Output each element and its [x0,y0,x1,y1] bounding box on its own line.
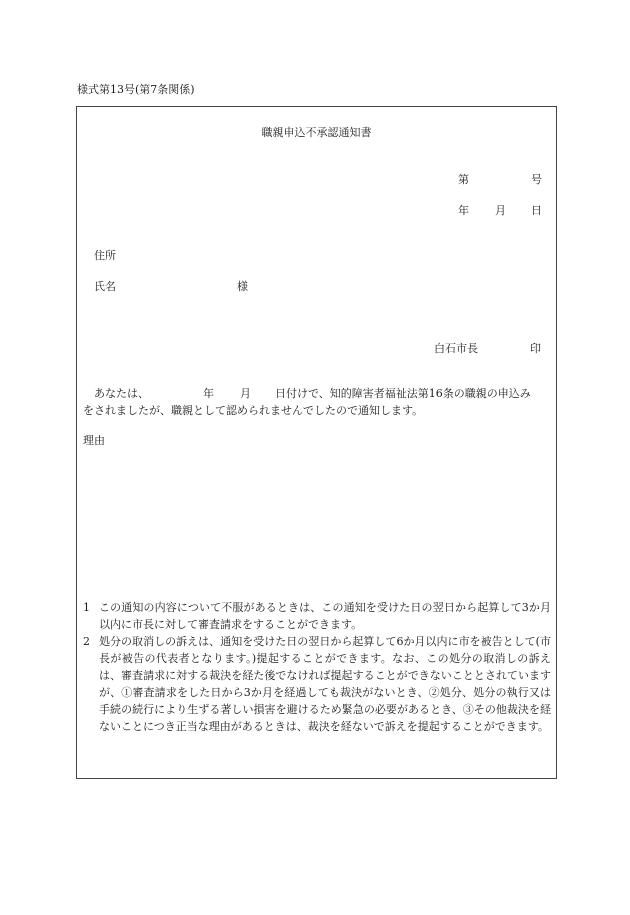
seal-mark: 印 [530,342,541,355]
body-intro: あなたは、 [94,387,149,400]
number-suffix: 号 [531,173,542,186]
document-frame [76,106,557,779]
body-text-line1: 日付けで、知的障害者福祉法第16条の職親の申込み [275,387,531,400]
body-text-line2: をされましたが、職親として認められませんでしたので通知します。 [83,404,424,417]
note-item [83,633,551,735]
body-year-label: 年 [203,387,214,400]
sender-title: 白石市長 [434,342,478,355]
reason-label: 理由 [83,434,105,447]
address-label: 住所 [94,249,116,262]
notes-section [83,599,551,735]
body-month-label: 月 [240,387,251,400]
note-number: 1 [83,601,90,614]
note-item [83,599,551,633]
note-text: 処分の取消しの訴えは、通知を受けた日の翌日から起算して6か月以内に市を被告として(市長が被告の代表者となります。)提起することができます。なお、この処分の取消しの訴えは、審査請求に対する裁決を経た後でなければ提起することができないこととされていますが、①審査請求をした日から3か月を経過しても裁決がないとき、②処分、処分の執行又は手続の続行により生ずる著しい損害を避けるため緊急の必要があるとき、③その他裁決を経ないことにつき正当な理由があるときは、裁決を経ないで訴えを提起することができます。 [99,635,551,733]
honorific: 様 [237,280,248,293]
date-month-label: 月 [495,204,506,217]
number-prefix: 第 [458,173,469,186]
date-year-label: 年 [458,204,469,217]
form-number: 様式第13号(第7条関係) [77,83,195,96]
name-label: 氏名 [94,280,116,293]
date-day-label: 日 [531,204,542,217]
note-text: この通知の内容について不服があるときは、この通知を受けた日の翌日から起算して3か月以内に市長に対して審査請求をすることができます。 [99,601,551,631]
document-title: 職親申込不承認通知書 [261,126,372,139]
note-number: 2 [83,635,90,648]
